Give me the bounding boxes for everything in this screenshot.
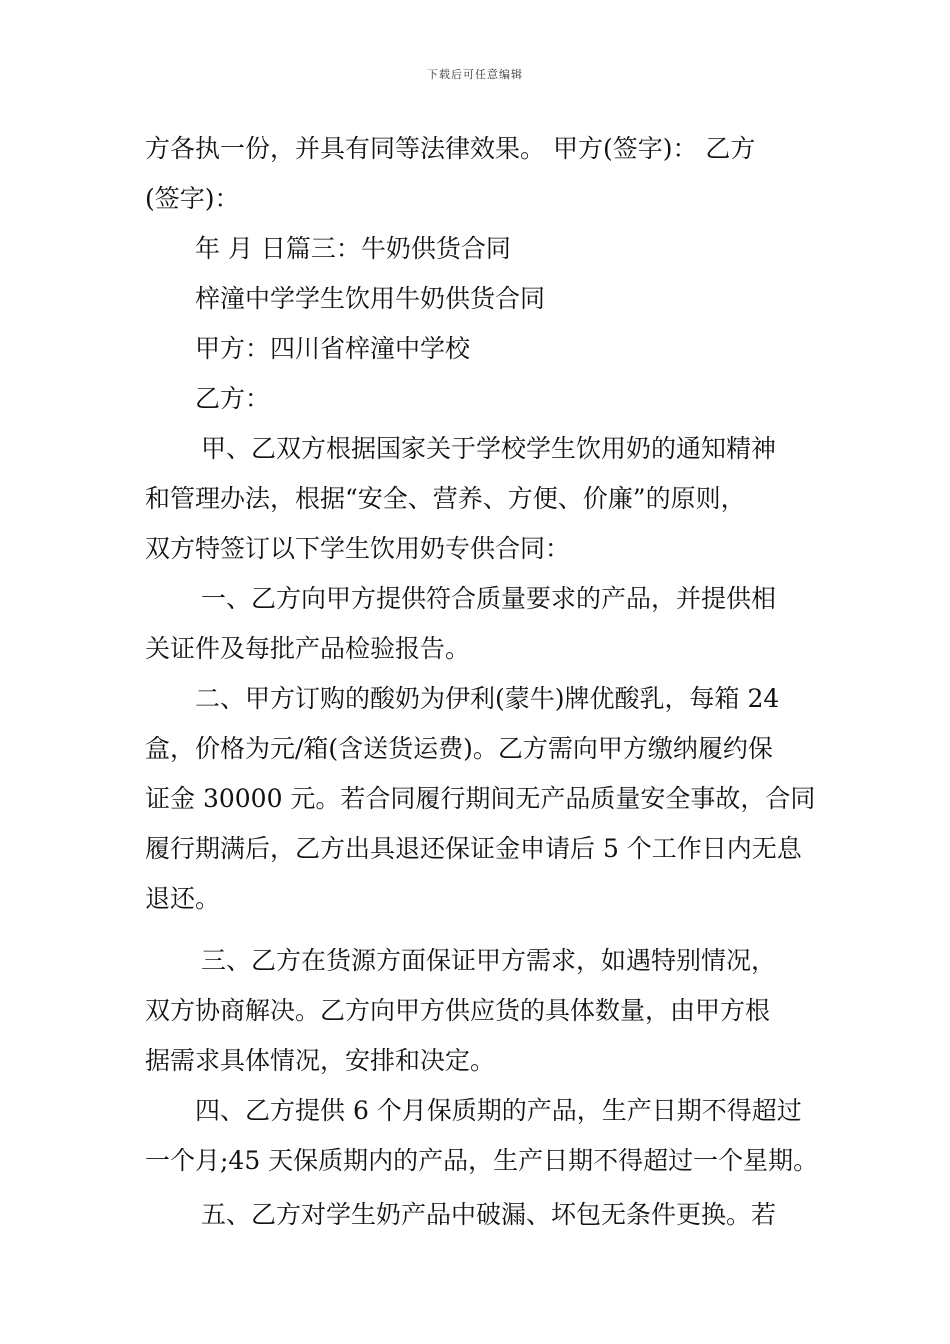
clause-four-line: 一个月;45 天保质期内的产品，生产日期不得超过一个星期。	[145, 1146, 819, 1175]
text-line: 年 月 日篇三：牛奶供货合同	[195, 234, 511, 263]
clause-two-line: 盒，价格为元/箱(含送货运费)。乙方需向甲方缴纳履约保	[145, 734, 773, 763]
clause-three-line: 三、乙方在货源方面保证甲方需求，如遇特别情况，	[201, 946, 777, 975]
text-line: (签字)：	[145, 184, 240, 213]
clause-two-line: 履行期满后，乙方出具退还保证金申请后 5 个工作日内无息	[145, 834, 802, 863]
clause-one-line: 关证件及每批产品检验报告。	[145, 634, 471, 663]
clause-three-line: 据需求具体情况，安排和决定。	[145, 1046, 496, 1075]
clause-four-line: 四、乙方提供 6 个月保质期的产品，生产日期不得超过	[195, 1096, 802, 1125]
paragraph-line: 和管理办法，根据“安全、营养、方便、价廉”的原则，	[145, 484, 746, 513]
text-line: 乙方：	[195, 384, 271, 413]
clause-two-line: 退还。	[145, 884, 221, 913]
text-line: 梓潼中学学生饮用牛奶供货合同	[195, 284, 546, 313]
text-line: 甲方：四川省梓潼中学校	[195, 334, 471, 363]
clause-one-line: 一、乙方向甲方提供符合质量要求的产品，并提供相	[201, 584, 777, 613]
document-body	[145, 124, 819, 1240]
paragraph-line: 双方特签订以下学生饮用奶专供合同：	[145, 534, 571, 563]
clause-two-line: 二、甲方订购的酸奶为伊利(蒙牛)牌优酸乳，每箱 24	[195, 684, 780, 713]
clause-two-line: 证金 30000 元。若合同履行期间无产品质量安全事故，合同	[145, 784, 816, 813]
text-line: 方各执一份，并具有同等法律效果。 甲方(签字)： 乙方	[145, 134, 756, 163]
clause-three-line: 双方协商解决。乙方向甲方供应货的具体数量，由甲方根	[145, 996, 771, 1025]
page-header: 下载后可任意编辑	[427, 68, 523, 81]
paragraph-line: 甲、乙双方根据国家关于学校学生饮用奶的通知精神	[201, 434, 777, 463]
clause-five-line: 五、乙方对学生奶产品中破漏、坏包无条件更换。若	[201, 1200, 777, 1229]
